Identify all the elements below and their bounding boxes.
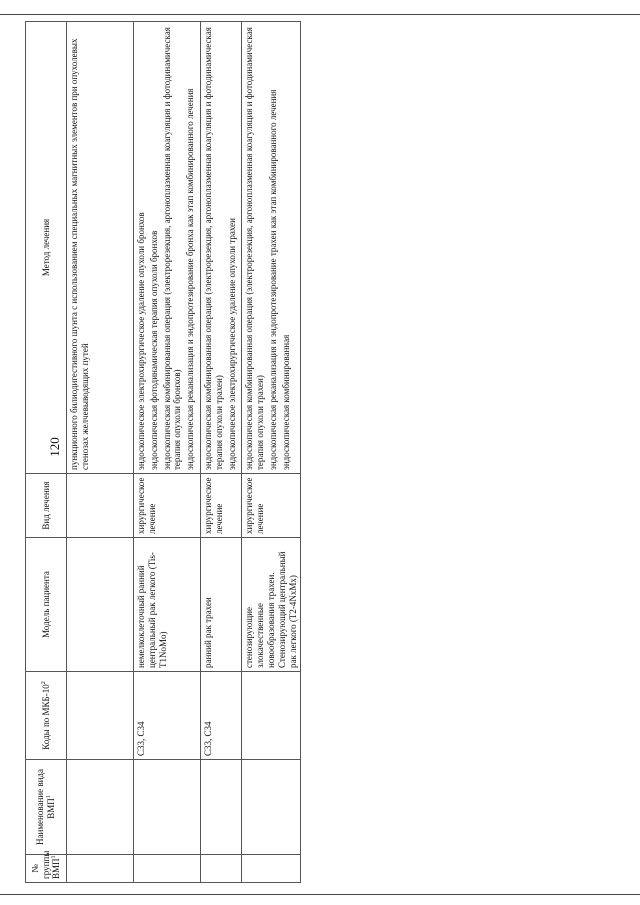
table-row — [242, 22, 301, 883]
cell-model — [67, 538, 134, 672]
method-item: эндоскопическая реканализация и эндопротезирование трахеи как этап комбинированного лечения — [267, 89, 278, 470]
vmp-table — [25, 21, 301, 883]
cell-type — [67, 474, 134, 538]
cell-type: хирургическое лечение — [242, 474, 301, 538]
table-row — [67, 22, 134, 883]
cell-model: немелкоклеточный ранний центральный рак легкого (Tis-T1NoMo) — [134, 538, 201, 672]
method-item: эндоскопическая комбинированная операция (электрорезекция, аргоноплазменная коагуляция и фотодинамическая терапия опухоли трахеи) — [244, 27, 266, 470]
header-codes: Коды по МКБ-$10^2$ — [26, 672, 67, 760]
table-row — [134, 22, 201, 883]
cell-codes: С33, С34 — [134, 672, 201, 760]
cell-model: ранний рак трахеи — [200, 538, 241, 672]
rotated-sheet — [25, 21, 615, 883]
cell-group — [67, 855, 134, 883]
method-item: эндоскопическая комбинированная операция (электрорезекция, аргоноплазменная коагуляция и фотодинамическая терапия опухоли бронхов) — [161, 27, 183, 470]
cell-method — [134, 22, 201, 474]
cell-codes — [67, 672, 134, 760]
table-header-row — [26, 22, 67, 883]
page-bottom-line — [0, 894, 640, 895]
method-item: эндоскопическая комбинированная операция (электрорезекция, аргоноплазменная коагуляция и фотодинамическая терапия опухоли трахеи) — [202, 27, 224, 470]
page-number: 120 — [47, 437, 62, 457]
header-name: Наименование вида ВМП$^1$ — [26, 760, 67, 855]
cell-model: стенозирующие злокачественные новообразования трахеи. Стенозирующий центральный рак легкого (T2-4NxMx) — [242, 538, 301, 672]
method-item: пункционного билиодигестивного шунта с использованием специальных магнитных элементов при опухолевых стенозах желчевыводящих путей — [69, 38, 90, 470]
cell-method — [200, 22, 241, 474]
cell-type: хирургическое лечение — [200, 474, 241, 538]
cell-codes — [242, 672, 301, 760]
table-row — [200, 22, 241, 883]
page-top-line — [0, 14, 640, 15]
method-item: эндоскопическое электрохирургическое удаление опухоли бронхов — [136, 212, 146, 470]
method-item: эндоскопическая фотодинамическая терапия опухоли бронхов — [148, 230, 159, 470]
header-model: Модель пациента — [26, 538, 67, 672]
cell-group — [134, 855, 201, 883]
cell-method — [67, 22, 134, 474]
cell-codes: С33, С34 — [200, 672, 241, 760]
header-group: № группы ВМП$^1$ — [26, 855, 67, 883]
method-item: эндоскопическая реканализация и эндопротезирование бронха как этап комбинированного лечения — [185, 88, 196, 470]
cell-name — [134, 760, 201, 855]
cell-method — [242, 22, 301, 474]
cell-name — [200, 760, 241, 855]
header-type: Вид лечения — [26, 474, 67, 538]
cell-group — [242, 855, 301, 883]
cell-name — [67, 760, 134, 855]
cell-name — [242, 760, 301, 855]
cell-group — [200, 855, 241, 883]
method-item: эндоскопическое электрохирургическое удаление опухоли трахеи — [226, 218, 237, 470]
header-method: Метод лечения — [26, 22, 67, 474]
cell-type: хирургическое лечение — [134, 474, 201, 538]
method-item: эндоскопическая комбинированная — [280, 334, 291, 470]
